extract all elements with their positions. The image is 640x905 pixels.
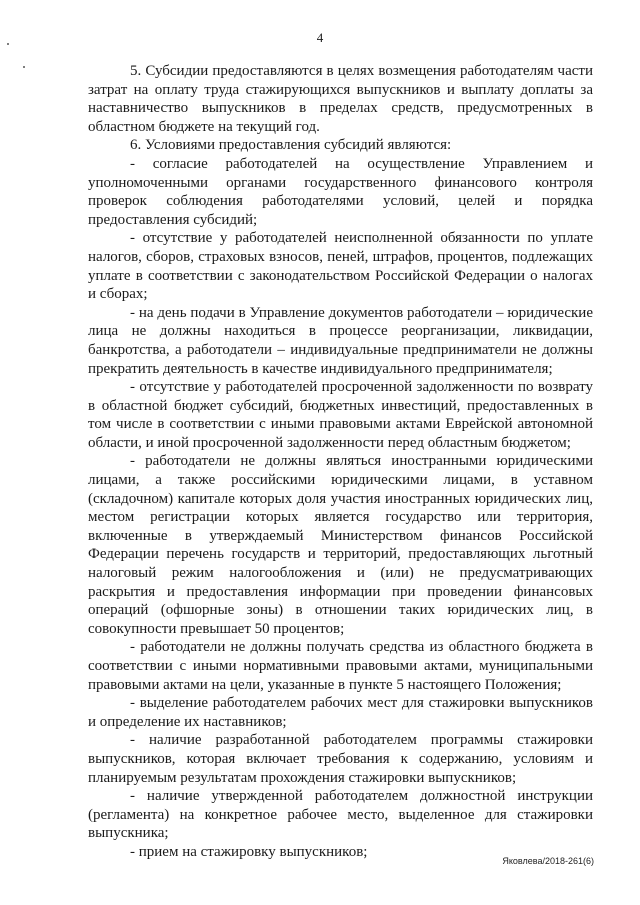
paragraph-conditions-heading: 6. Условиями предоставления субсидий являются: — [130, 137, 452, 154]
condition-no-overdue-debt: - отсутствие у работодателей просроченной задолженности по возврату в областной бюджет субсидий, бюджетных инвестиций, предоставленных в том числе в соответствии с иными правовыми актами Еврейской автономной области, и иной просроченной задолженности перед областным бюджетом; — [88, 379, 593, 451]
condition-consent-to-control: - согласие работодателей на осуществление Управлением и уполномоченными органами государственного финансового контроля проверок соблюдения работодателями условий, целей и порядка предоставления субсидий; — [88, 155, 593, 228]
condition-job-instruction: - наличие утвержденной работодателем должностной инструкции (регламента) на конкретное рабочее место, выделенное для стажировки выпускника; — [88, 788, 593, 842]
document-body — [88, 62, 593, 862]
condition-no-other-funds: - работодатели не должны получать средства из областного бюджета в соответствии с иными нормативными правовыми актами, муниципальными правовыми актами на цели, указанные в пункте 5 настоящего Положения; — [88, 639, 593, 693]
document-footer-code: Яковлева/2018-261(6) — [502, 856, 594, 866]
condition-not-foreign-entity: - работодатели не должны являться иностранными юридическими лицами, а также российскими юридическими лицами, в уставном (складочном) капитале которых доля участия иностранных юридических лиц, местом регистрации которых является государство или территория, включенные в утверждаемый Министерством финансов Российской Федерации перечень государств и территорий, предоставляющих льготный налоговый режим налогообложения и (или) не предусматривающих раскрытия и предоставления информации при проведении финансовых операций (офшорные зоны) в отношении таких юридических лиц, в совокупности превышает 50 процентов; — [88, 453, 593, 637]
condition-internship-program: - наличие разработанной работодателем программы стажировки выпускников, которая включает требования к содержанию, условиям и планируемым результатам прохождения стажировки выпускников; — [88, 732, 593, 786]
condition-no-tax-debt: - отсутствие у работодателей неисполненной обязанности по уплате налогов, сборов, страховых взносов, пеней, штрафов, процентов, подлежащих уплате в соответствии с законодательством Российской Федерации о налогах и сборах; — [88, 230, 593, 303]
paragraph-subsidy-purpose: 5. Субсидии предоставляются в целях возмещения работодателям части затрат на оплату труда стажирующихся выпускников и выплату доплаты за наставничество выпускников в пределах средств, предусмотренных в областном бюджете на текущий год. — [88, 63, 593, 135]
condition-hiring-graduates: - прием на стажировку выпускников; — [130, 843, 368, 860]
page-number: 4 — [316, 30, 324, 45]
scan-dot — [23, 66, 25, 68]
condition-no-reorganization: - на день подачи в Управление документов работодатели – юридические лица не должны находиться в процессе реорганизации, ликвидации, банкротства, а работодатели – индивидуальные предприниматели не должны прекратить деятельность в качестве индивидуального предпринимателя; — [88, 304, 593, 377]
condition-workplaces-and-mentors: - выделение работодателем рабочих мест для стажировки выпускников и определение их наставников; — [88, 695, 593, 730]
